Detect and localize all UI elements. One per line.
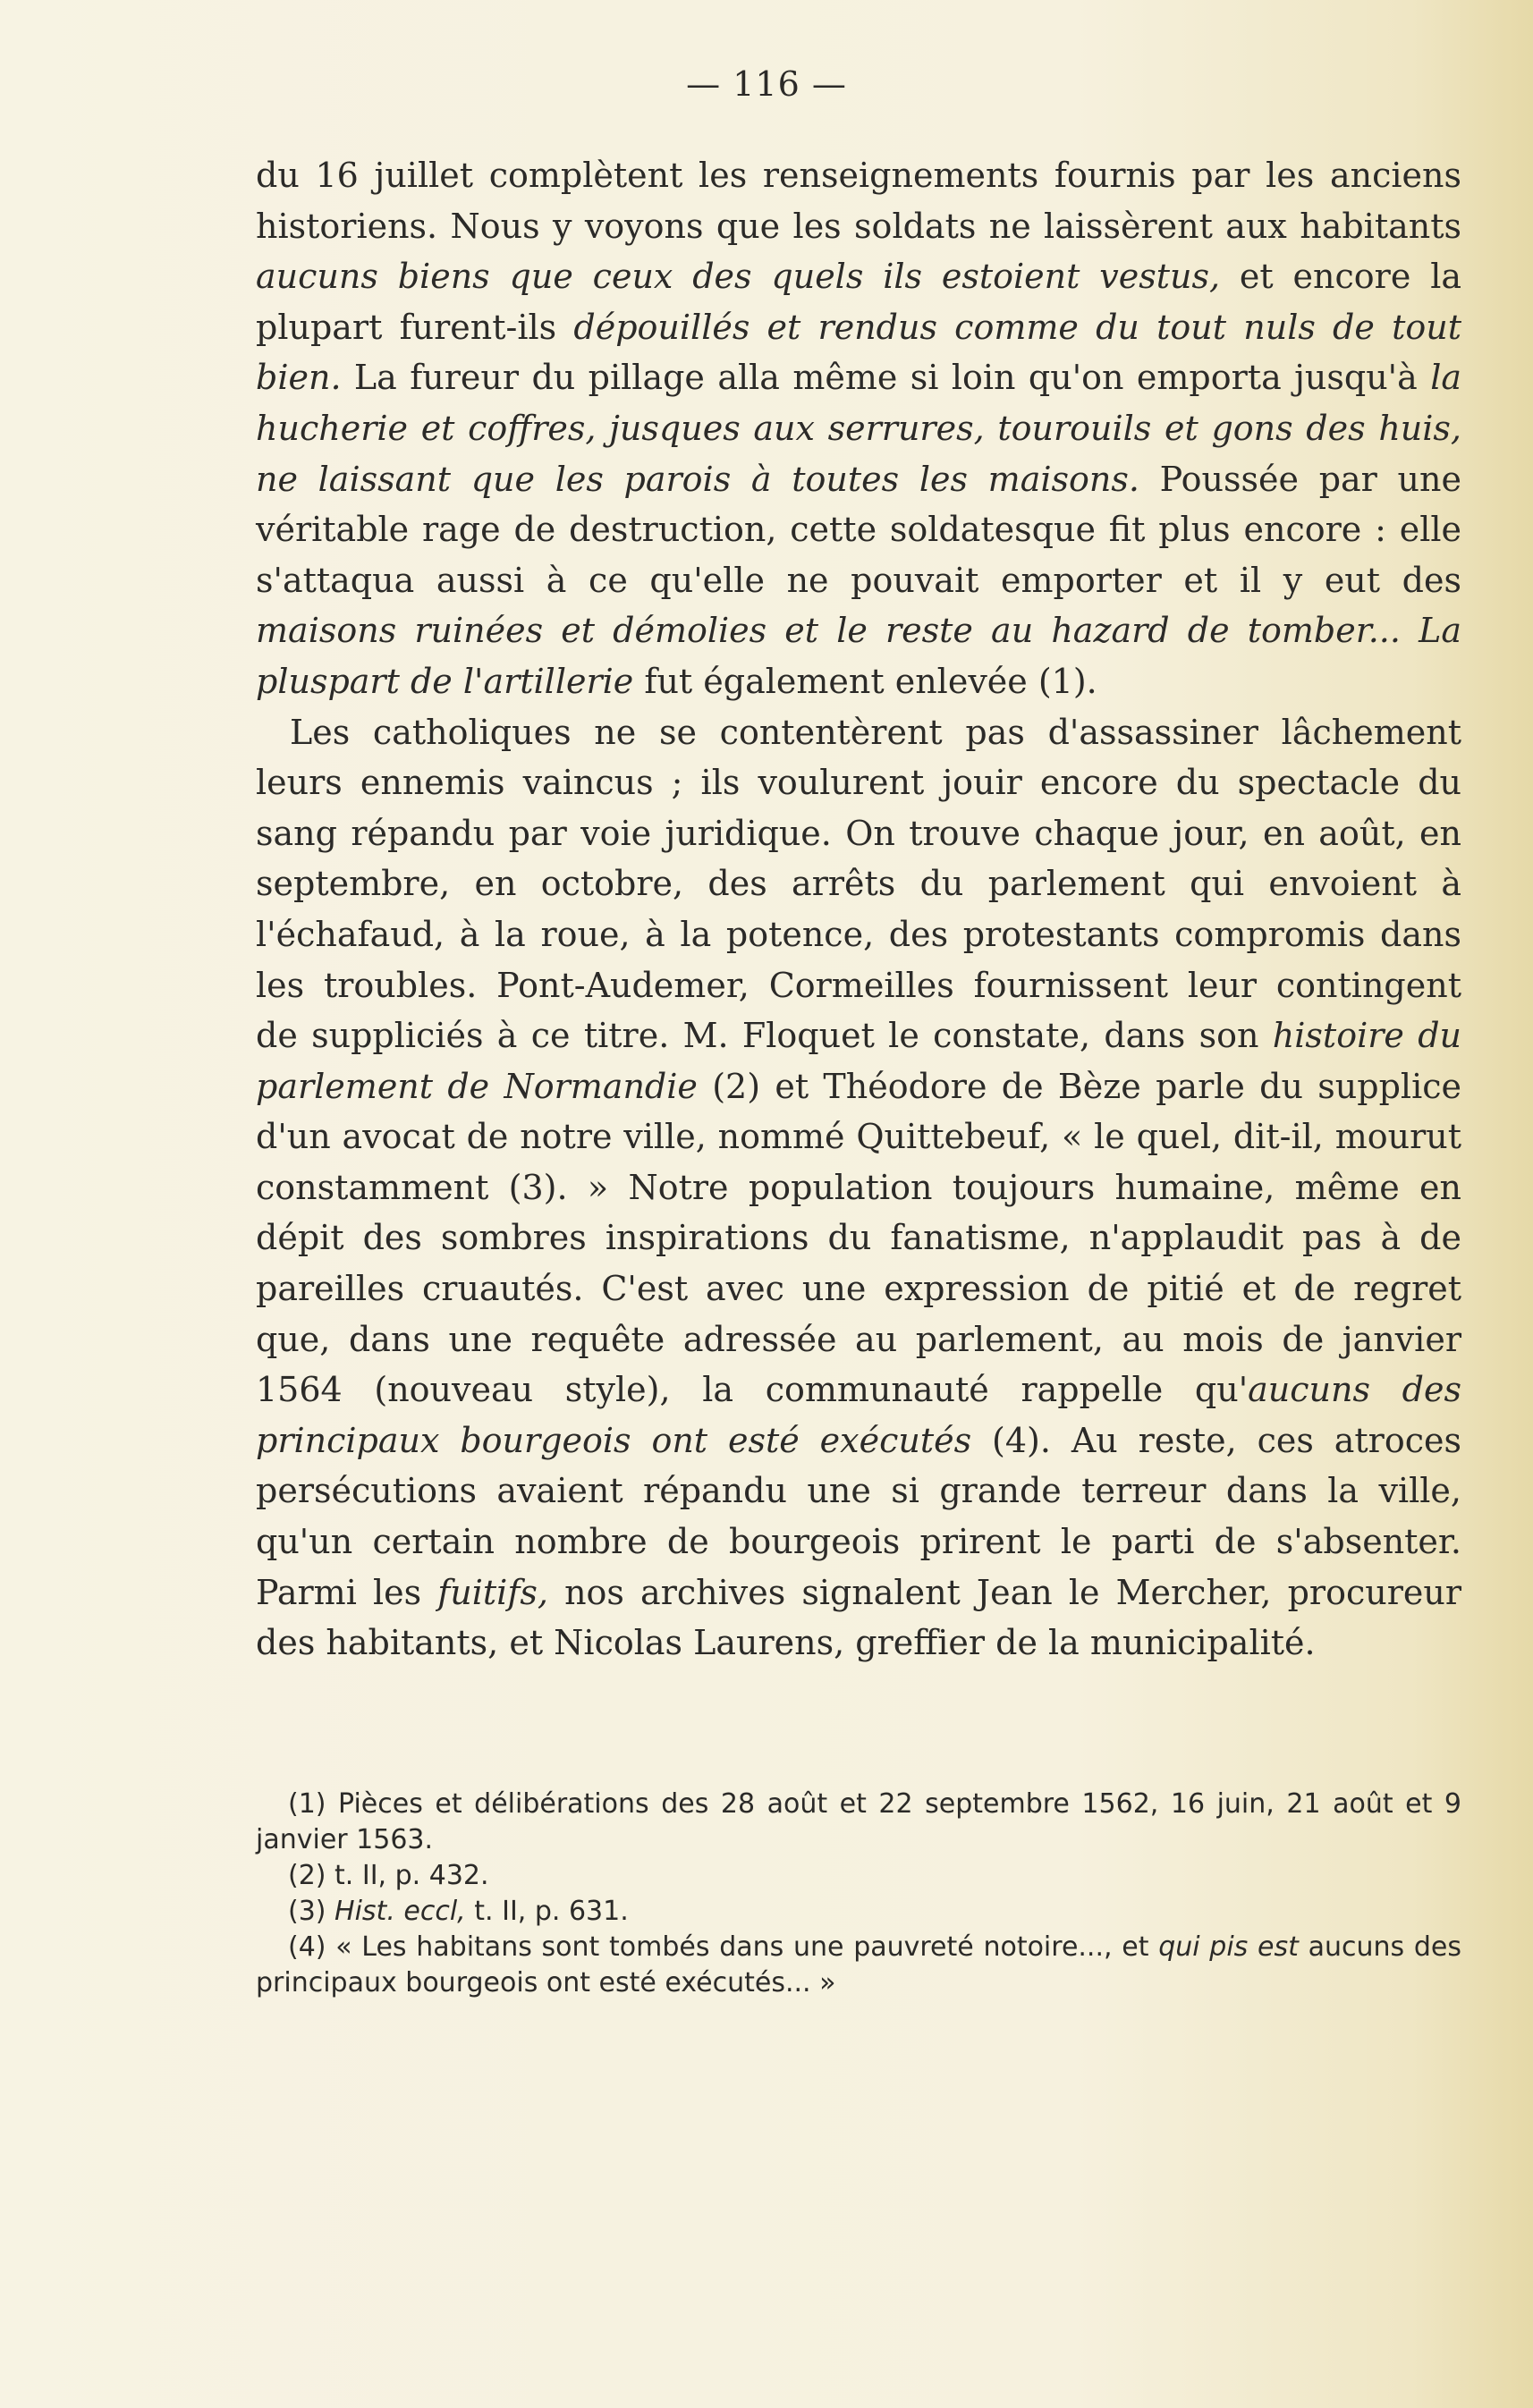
- footnote-segment: Hist. eccl,: [335, 1896, 466, 1927]
- footnote-segment: (4) « Les habitans sont tombés dans une pauvreté notoire..., et: [288, 1931, 1159, 1963]
- footnote-3: [256, 1894, 1461, 1930]
- footnote-segment: t. II, p. 631.: [465, 1896, 629, 1927]
- text-segment: et encore la plupart furent-ils: [256, 257, 1461, 347]
- text-segment: aucuns des principaux bourgeois ont esté exécutés: [256, 1370, 1461, 1460]
- footnote-1: [256, 1787, 1461, 1858]
- footnote-segment: (3): [288, 1896, 335, 1927]
- body-text: [256, 150, 1461, 1669]
- paragraph-persecutions: [256, 707, 1461, 1669]
- text-segment: La fureur du pillage alla même si loin qu'on emporta jusqu'à: [341, 358, 1431, 398]
- text-segment: fuitifs,: [437, 1572, 548, 1612]
- text-segment: aucuns biens que ceux des quels ils estoient vestus,: [256, 257, 1221, 297]
- footnotes: [256, 1787, 1461, 2001]
- text-segment: la hucherie et coffres, jusques aux serrures, tourouils et gons des huis, ne laissant que les parois à toutes les maisons.: [256, 358, 1461, 499]
- footnote-segment: aucuns des principaux bourgeois ont esté exécutés... »: [256, 1931, 1461, 1998]
- text-segment: (4). Au reste, ces atroces persécutions avaient répandu une si grande terreur dans la ville, qu'un certain nombre de bourgeois prirent le parti de s'absenter. Parmi les: [256, 1420, 1461, 1612]
- text-segment: fut également enlevée (1).: [633, 661, 1097, 701]
- footnote-4: [256, 1930, 1461, 2001]
- text-segment: Poussée par une véritable rage de destruction, cette soldatesque fit plus encore : elle s'attaqua aussi à ce qu'elle ne pouvait emporter et il y eut des: [256, 459, 1461, 600]
- text-segment: du 16 juillet complètent les renseignements fournis par les anciens historiens. Nous y voyons que les soldats ne laissèrent aux habitants: [256, 156, 1461, 246]
- footnote-2: [256, 1858, 1461, 1894]
- text-segment: nos archives signalent Jean le Mercher, procureur des habitants, et Nicolas Laurens, greffier de la municipalité.: [256, 1572, 1462, 1663]
- text-segment: Les catholiques ne se contentèrent pas d'assassiner lâchement leurs ennemis vaincus ; ils voulurent jouir encore du spectacle du sang répandu par voie juridique. On trouve chaque jour, en août, en septembre, en octobre, des arrêts du parlement qui envoient à l'échafaud, à la roue, à la potence, des protestants compromis dans les troubles. Pont-Audemer, Cormeilles fournissent leur contingent de suppliciés à ce titre. M. Floquet le constate, dans son: [256, 712, 1461, 1056]
- paragraph-pillage: [256, 150, 1461, 707]
- text-segment: maisons ruinées et démolies et le reste au hazard de tomber... La pluspart de l'artillerie: [256, 611, 1461, 701]
- page-number: — 116 —: [686, 64, 847, 104]
- footnote-segment: qui pis est: [1158, 1931, 1299, 1963]
- footnote-segment: (1) Pièces et délibérations des 28 août et 22 septembre 1562, 16 juin, 21 août et 9 janvier 1563.: [256, 1788, 1461, 1855]
- footnote-segment: (2) t. II, p. 432.: [288, 1860, 489, 1891]
- text-segment: dépouillés et rendus comme du tout nuls de tout bien.: [256, 307, 1461, 398]
- text-segment: (2) et Théodore de Bèze parle du supplice d'un avocat de notre ville, nommé Quittebeuf, « le quel, dit-il, mourut constamment (3). » Notre population toujours humaine, même en dépit des sombres inspirations du fanatisme, n'applaudit pas à de pareilles cruautés. C'est avec une expression de pitié et de regret que, dans une requête adressée au parlement, au mois de janvier 1564 (nouveau style), la communauté rappelle qu': [256, 1066, 1461, 1410]
- text-segment: histoire du parlement de Normandie: [256, 1016, 1461, 1106]
